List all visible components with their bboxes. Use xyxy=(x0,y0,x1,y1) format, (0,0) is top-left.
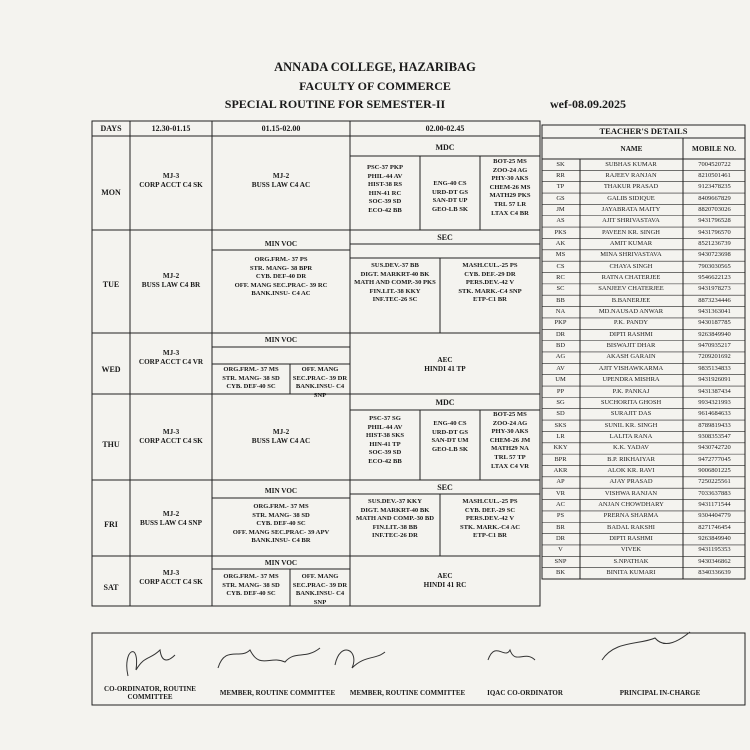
wed-minvoc-title: MIN VOC xyxy=(264,336,298,344)
tue-sec-a: SUS.DEV.-37 BB DIGT. MARKRT-40 BK MATH AND COMP.-30 PKS FIN.LIT.-38 KKY INF.TEC-26 SC xyxy=(354,262,436,304)
teacher-mobile: 9546622123 xyxy=(698,274,731,281)
fri-slot1: MJ-2 BUSS LAW C4 SNP xyxy=(140,510,202,528)
wed-minvoc-b: OFF. MANG SEC.PRAC- 39 DR BANK.INSU- C4 SNP xyxy=(292,366,348,399)
signature-coordinator xyxy=(127,650,175,676)
teacher-abbr: BB xyxy=(556,296,565,304)
thu-mdc-title: MDC xyxy=(435,398,455,407)
routine-title: SPECIAL ROUTINE FOR SEMESTER-II xyxy=(224,97,446,111)
day-wed: WED xyxy=(101,365,121,374)
teacher-mobile: 8521236739 xyxy=(698,239,731,247)
teacher-abbr: PKP xyxy=(554,319,567,327)
teacher-abbr: AG xyxy=(555,353,566,361)
effective-date: wef-08.09.2025 xyxy=(550,97,626,111)
col-slot2: 01.15-02.00 xyxy=(261,124,301,133)
teacher-mobile: 9431978273 xyxy=(698,285,731,293)
teacher-mobile: 7033637883 xyxy=(698,489,731,497)
fri-sec-b: MASH.CUL.-25 PS CYB. DEF.-29 SC PERS.DEV.-42 V STK. MARK.-C4 AC ETP-C1 BR xyxy=(459,498,521,540)
teacher-name: AMIT KUMAR xyxy=(609,239,653,247)
footer-principal: PRINCIPAL IN-CHARGE xyxy=(619,689,701,697)
teacher-abbr: LR xyxy=(556,432,565,440)
teacher-name: P.K. PANKAJ xyxy=(612,387,650,395)
teacher-name: UPENDRA MISHRA xyxy=(602,376,660,384)
sat-minvoc-title: MIN VOC xyxy=(264,559,298,567)
teacher-mobile: 8873234446 xyxy=(698,296,731,304)
col-slot1: 12.30-01.15 xyxy=(151,124,191,133)
wed-aec: AEC HINDI 41 TP xyxy=(424,356,466,374)
teacher-mobile: 9123478235 xyxy=(698,183,731,191)
teacher-name: DIPTI RASHMI xyxy=(609,330,653,338)
teacher-mobile: 8409667829 xyxy=(698,194,731,202)
teacher-mobile: 9835134833 xyxy=(698,364,731,372)
teacher-mobile: 9263849940 xyxy=(698,330,731,338)
signature-principal xyxy=(602,632,690,660)
thu-slot2: MJ-2 BUSS LAW C4 AC xyxy=(251,428,311,446)
teacher-abbr: AS xyxy=(556,217,565,225)
teacher-name: LALITA RANA xyxy=(609,432,653,440)
teacher-abbr: SKS xyxy=(554,421,567,429)
sat-minvoc-a: ORG.FRM.- 37 MS STR. MANG- 38 SD CYB. DEF-40 SC xyxy=(222,573,280,598)
teacher-name: AJIT SHRIVASTAVA xyxy=(602,217,660,225)
teacher-name: SURAJIT DAS xyxy=(610,410,652,418)
mon-mdc-title: MDC xyxy=(435,143,455,152)
teacher-name: BADAL RAKSHI xyxy=(607,523,655,531)
teacher-name: DIPTI RASHMI xyxy=(609,535,653,543)
teacher-mobile: 9431796528 xyxy=(698,217,731,225)
teacher-mobile: 9431171544 xyxy=(698,501,731,509)
teacher-mobile: 9431195353 xyxy=(698,546,731,554)
mon-slot2: MJ-2 BUSS LAW C4 AC xyxy=(251,172,311,190)
teacher-mobile: 7209201692 xyxy=(698,353,731,361)
teacher-abbr: UM xyxy=(555,376,566,384)
teacher-name: PRERNA SHARMA xyxy=(603,512,659,520)
tue-slot1: MJ-2 BUSS LAW C4 BR xyxy=(141,272,201,290)
teacher-name: VIVEK xyxy=(620,546,642,554)
day-thu: THU xyxy=(102,440,120,449)
teacher-abbr: MS xyxy=(555,251,566,259)
teacher-mobile: 8820703026 xyxy=(698,205,731,213)
teacher-abbr: SC xyxy=(556,285,565,293)
teacher-mobile: 9430723698 xyxy=(698,251,731,259)
wed-minvoc-a: ORG.FRM.- 37 MS STR. MANG- 38 SD CYB. DEF-40 SC xyxy=(222,366,280,391)
teacher-abbr: AC xyxy=(555,501,566,509)
teacher-name: VISHWA RANJAN xyxy=(604,489,658,497)
teacher-name: SANJEEV CHATERJEE xyxy=(598,285,664,293)
teacher-mobile: 9430346862 xyxy=(698,557,731,565)
thu-mdc-b: ENG-40 CS URD-DT GS SAN-DT UM GEO-LB SK xyxy=(431,420,469,453)
mon-mdc-a: PSC-37 PKP PHIL-44 AV HIST-38 RS HIN-41 RC SOC-39 SD ECO-42 BB xyxy=(366,164,404,214)
sat-aec: AEC HINDI 41 RC xyxy=(423,572,467,590)
teacher-name: ANJAN CHOWDHARY xyxy=(598,501,664,509)
teacher-name: AJIT VISHAWKARMA xyxy=(598,364,664,372)
teacher-abbr: SG xyxy=(556,398,565,406)
teacher-name: THAKUR PRASAD xyxy=(603,183,659,191)
day-fri: FRI xyxy=(104,520,118,529)
faculty-name: FACULTY OF COMMERCE xyxy=(299,79,451,93)
teacher-abbr: TP xyxy=(556,183,565,191)
day-tue: TUE xyxy=(102,280,120,289)
teacher-abbr: GS xyxy=(556,194,565,202)
teacher-name: MD.NAUSAD ANWAR xyxy=(598,308,664,316)
teacher-abbr: RR xyxy=(556,171,565,179)
teacher-name: B.BANERJEE xyxy=(611,296,651,304)
footer-iqac: IQAC CO-ORDINATOR xyxy=(487,689,563,697)
teacher-abbr: DR xyxy=(555,330,566,338)
teacher-mobile: 9470935217 xyxy=(698,342,731,350)
teacher-name: SUNIL KR. SINGH xyxy=(604,421,658,429)
teacher-mobile: 9308353547 xyxy=(698,432,731,440)
teacher-name: GALIB SIDIQUE xyxy=(607,194,655,202)
teacher-mobile: 9431363041 xyxy=(698,308,731,316)
teacher-name: B.P. RIKHAIYAR xyxy=(607,455,655,463)
teacher-name: MINA SHRIVASTAVA xyxy=(600,251,662,259)
teacher-abbr: V xyxy=(558,546,563,554)
fri-minvoc: ORG.FRM.- 37 MS STR. MANG- 38 SD CYB. DEF-40 SC OFF. MANG SEC.PRAC- 39 APV BANK.INSU- C4 BR xyxy=(232,503,330,545)
teacher-abbr: SD xyxy=(556,410,565,418)
teacher-mobile: 9006801225 xyxy=(698,466,731,474)
mon-mdc-c: BOT-25 MS ZOO-24 AG PHY-30 AKS CHEM-26 MS MATH29 PKS TRL 57 LR LTAX C4 BR xyxy=(489,158,531,217)
day-mon: MON xyxy=(101,188,121,197)
college-name: ANNADA COLLEGE, HAZARIBAG xyxy=(274,60,476,74)
teacher-abbr: KKY xyxy=(553,444,568,452)
col-days: DAYS xyxy=(100,124,122,133)
thu-slot1: MJ-3 CORP ACCT C4 SK xyxy=(139,428,203,446)
teacher-abbr: RC xyxy=(556,274,565,281)
teacher-abbr: NA xyxy=(555,308,566,316)
teacher-abbr: AK xyxy=(555,239,566,247)
tue-sec-title: SEC xyxy=(437,233,453,242)
teacher-mobile: 9431387434 xyxy=(698,387,731,395)
teacher-abbr: BD xyxy=(555,342,566,350)
col-slot3: 02.00-02.45 xyxy=(425,124,465,133)
teachers-col-name: NAME xyxy=(620,145,643,153)
thu-mdc-a: PSC-37 SG PHIL-44 AV HIST-38 SKS HIN-41 TP SOC-39 SD ECO-42 BB xyxy=(365,415,405,465)
footer-member2: MEMBER, ROUTINE COMMITTEE xyxy=(349,689,466,697)
teacher-mobile: 7903030565 xyxy=(698,262,731,270)
teacher-mobile: 9431926091 xyxy=(698,376,731,384)
teacher-mobile: 9263849940 xyxy=(698,535,731,543)
teacher-name: K.K. YADAV xyxy=(613,444,649,452)
teacher-mobile: 8789819433 xyxy=(698,421,731,429)
teacher-abbr: BR xyxy=(556,523,565,531)
teacher-name: AJAY PRASAD xyxy=(609,478,653,486)
signature-member1 xyxy=(218,648,320,668)
teacher-name: BISWAJIT DHAR xyxy=(606,342,656,350)
signature-member2 xyxy=(335,650,385,668)
teacher-mobile: 8271746454 xyxy=(698,523,731,531)
teacher-name: SUBHAS KUMAR xyxy=(605,160,657,168)
sat-slot1: MJ-3 CORP ACCT C4 SK xyxy=(139,569,203,587)
footer-member1: MEMBER, ROUTINE COMMITTEE xyxy=(219,689,336,697)
teacher-abbr: DR xyxy=(555,535,566,543)
day-sat: SAT xyxy=(103,583,119,592)
teacher-abbr: AP xyxy=(556,478,565,486)
thu-mdc-c: BOT-25 MS ZOO-24 AG PHY-30 AKS CHEM-26 JM MATH29 NA TRL 57 TP LTAX C4 VR xyxy=(489,411,531,470)
teacher-mobile: 9934321993 xyxy=(698,398,731,406)
teacher-abbr: BPR xyxy=(554,455,567,463)
fri-sec-a: SUS.DEV.-37 KKY DIGT. MARKRT-40 BK MATH AND COMP.-30 BD FIN.LIT.-38 BB INF.TEC-26 DR xyxy=(355,498,435,540)
tue-minvoc-title: MIN VOC xyxy=(264,240,298,248)
teacher-mobile: 9304404779 xyxy=(698,512,731,520)
teacher-name: PAVEEN KR. SINGH xyxy=(602,228,660,236)
tue-minvoc: ORG.FRM.- 37 PS STR. MANG- 38 BPR CYB. DEF-40 DR OFF. MANG SEC.PRAC- 39 RC BANK.INSU- C4 AC xyxy=(234,256,328,298)
teacher-name: RAJEEV RANJAN xyxy=(605,171,657,179)
teacher-mobile: 9430187785 xyxy=(698,319,731,327)
teacher-abbr: AV xyxy=(556,364,565,372)
teachers-title: TEACHER'S DETAILS xyxy=(599,126,688,136)
teacher-name: JAYABRATA MAITY xyxy=(601,205,661,213)
teacher-abbr: PS xyxy=(556,512,565,520)
teacher-abbr: CS xyxy=(556,262,565,270)
teacher-abbr: JM xyxy=(556,205,565,213)
mon-mdc-b: ENG-40 CS URD-DT GS SAN-DT UP GEO-LB SK xyxy=(431,180,469,213)
signature-iqac xyxy=(488,650,535,660)
fri-minvoc-title: MIN VOC xyxy=(264,487,298,495)
fri-sec-title: SEC xyxy=(437,483,453,492)
teacher-mobile: 8340336639 xyxy=(698,569,731,577)
teacher-abbr: SK xyxy=(556,160,565,168)
teacher-name: S.NPATHAK xyxy=(613,557,649,565)
teacher-abbr: BK xyxy=(555,569,566,577)
teacher-abbr: PKS xyxy=(554,228,567,236)
teacher-mobile: 7250225561 xyxy=(698,478,731,486)
footer-coordinator: CO-ORDINATOR, ROUTINE COMMITTEE xyxy=(104,685,196,701)
wed-slot1: MJ-3 CORP ACCT C4 VR xyxy=(138,349,204,367)
teachers-col-mobile: MOBILE NO. xyxy=(692,145,736,153)
tue-sec-b: MASH.CUL.-25 PS CYB. DEF.-29 DR PERS.DEV.-42 V STK. MARK.-C4 SNP ETP-C1 BR xyxy=(458,262,522,304)
teacher-abbr: SNP xyxy=(554,557,567,565)
teacher-mobile: 7004520722 xyxy=(698,160,731,168)
teacher-name: CHAYA SINGH xyxy=(609,262,653,270)
teacher-mobile: 8210501461 xyxy=(698,171,731,179)
teacher-name: ALOK KR. RAVI xyxy=(607,466,655,474)
teacher-mobile: 9431796570 xyxy=(698,228,731,236)
teacher-abbr: VR xyxy=(555,489,566,497)
teacher-abbr: AKR xyxy=(553,466,568,474)
teacher-abbr: PP xyxy=(556,387,565,395)
mon-slot1: MJ-3 CORP ACCT C4 SK xyxy=(139,172,203,190)
teacher-name: P.K. PANDY xyxy=(613,319,649,327)
teacher-name: RATNA CHATERJEE xyxy=(601,274,661,281)
teacher-name: BINITA KUMARI xyxy=(606,569,656,577)
teacher-name: AKASH GARAIN xyxy=(606,353,656,361)
teacher-name: SUCHORITA GHOSH xyxy=(600,398,662,406)
sat-minvoc-b: OFF. MANG SEC.PRAC- 39 DR BANK.INSU- C4 SNP xyxy=(292,573,348,606)
teacher-mobile: 9430742720 xyxy=(698,444,731,452)
teacher-mobile: 9472777045 xyxy=(698,455,731,463)
teacher-mobile: 9614684633 xyxy=(698,410,731,418)
